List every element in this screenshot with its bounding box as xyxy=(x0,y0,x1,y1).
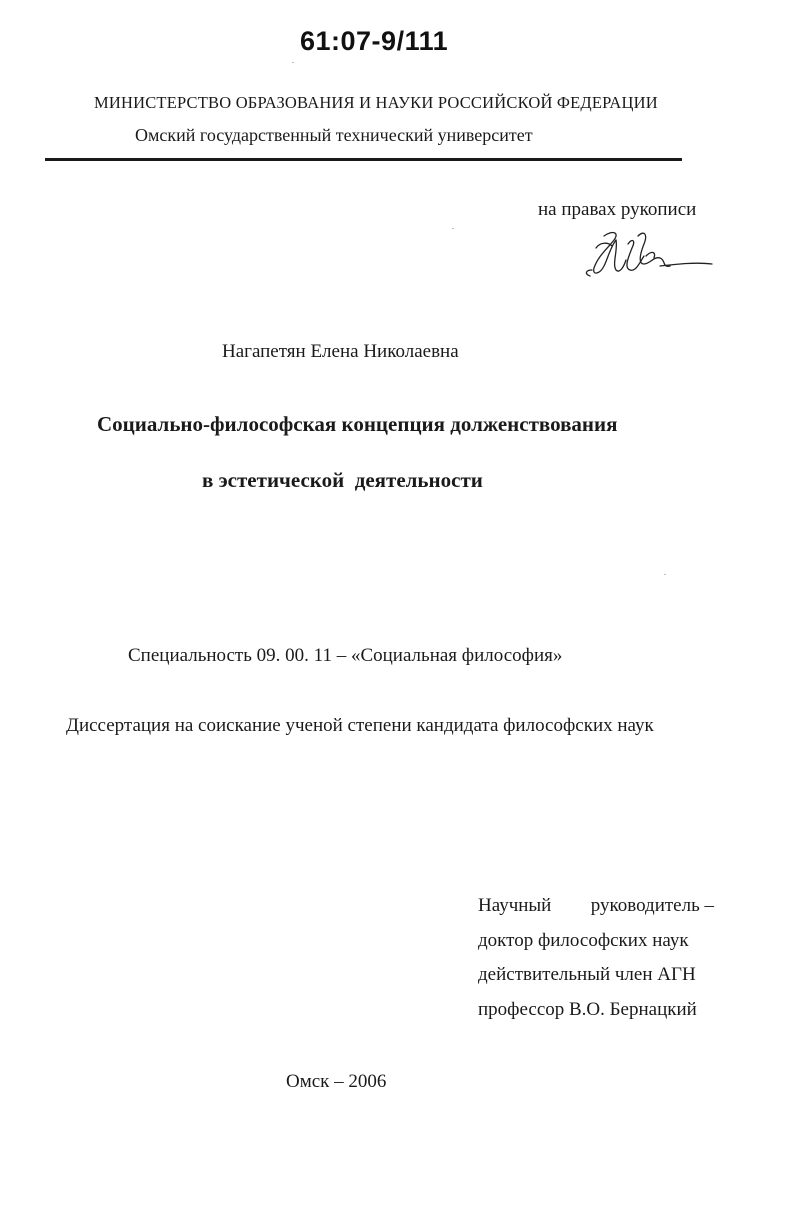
scan-speck xyxy=(664,574,666,575)
catalog-number: 61:07-9/111 xyxy=(300,26,449,56)
university-name: Омский государственный технический университет xyxy=(135,125,533,145)
advisor-membership: действительный член АГН xyxy=(478,964,696,985)
degree-line: Диссертация на соискание ученой степени кандидата философских наук xyxy=(66,715,654,736)
rights-note: на правах рукописи xyxy=(538,199,697,220)
author-name: Нагапетян Елена Николаевна xyxy=(222,341,459,362)
scan-speck xyxy=(452,228,454,229)
specialty-line: Специальность 09. 00. 11 – «Социальная философия» xyxy=(128,645,563,666)
scientific-advisor-block xyxy=(478,894,714,1032)
scan-speck xyxy=(292,62,294,63)
dissertation-title-line-2: в эстетической деятельности xyxy=(202,468,483,492)
advisor-role-word-1: Научный xyxy=(478,895,552,916)
ministry-heading: МИНИСТЕРСТВО ОБРАЗОВАНИЯ И НАУКИ РОССИЙСКОЙ ФЕДЕРАЦИИ xyxy=(94,93,658,112)
city-year: Омск – 2006 xyxy=(286,1071,387,1092)
advisor-role-word-2: руководитель – xyxy=(590,895,714,916)
header-divider xyxy=(45,158,682,161)
handwritten-signature xyxy=(582,226,716,282)
advisor-role xyxy=(478,894,714,929)
dissertation-title-line-1: Социально-философская концепция долженствования xyxy=(97,412,618,436)
advisor-degree: доктор философских наук xyxy=(478,929,689,951)
advisor-name: профессор В.О. Бернацкий xyxy=(478,998,697,1020)
